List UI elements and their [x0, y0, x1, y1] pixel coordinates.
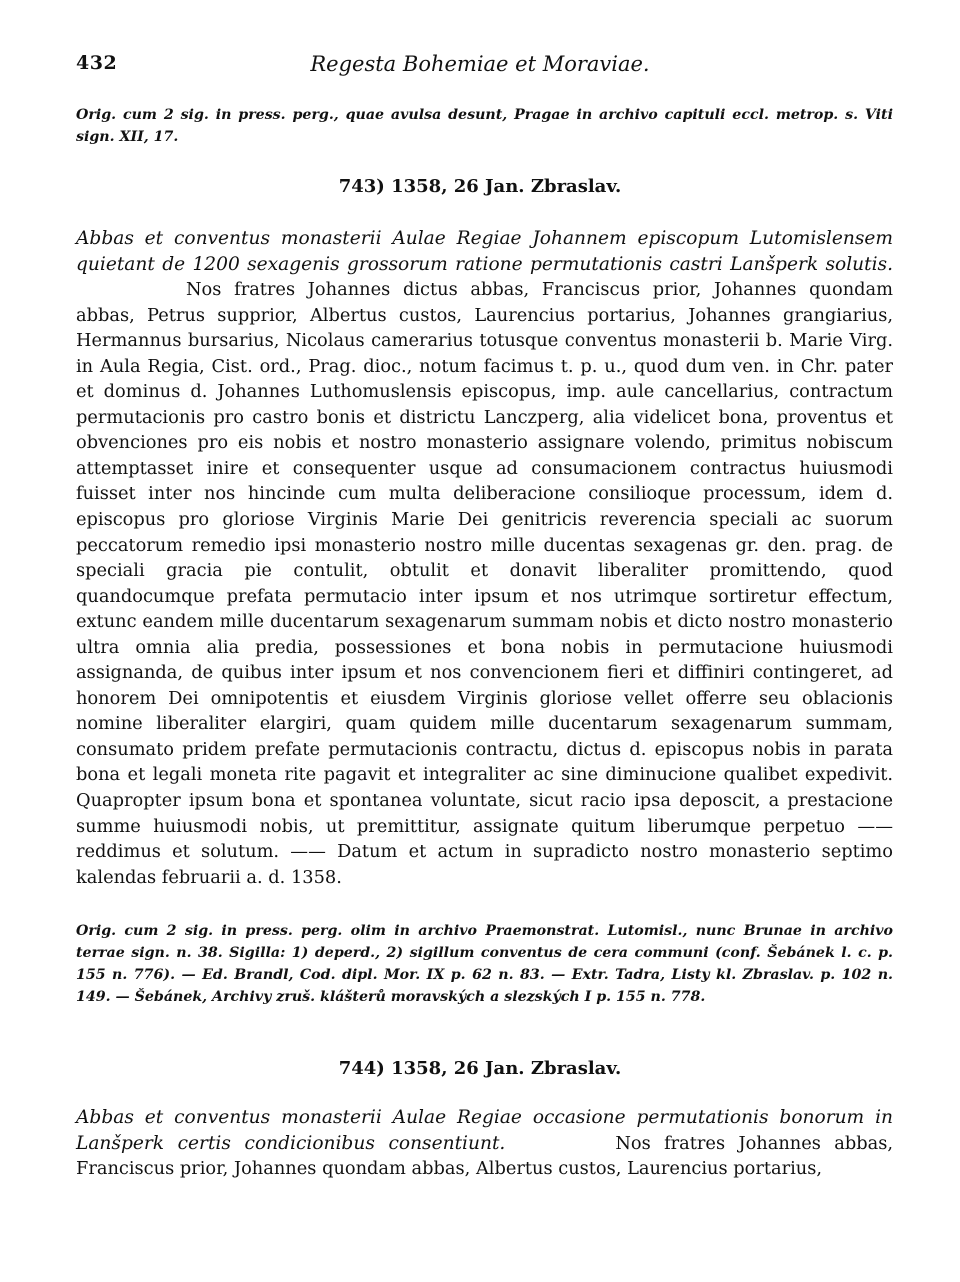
entry-743-body: [76, 226, 893, 890]
source-note-top: Orig. cum 2 sig. in press. perg., quae avulsa desunt, Pragae in archivo capituli eccl. metrop. s. Viti sign. XII, 17.: [76, 107, 893, 145]
entry-743-summary: Abbas et conventus monasterii Aulae Regiae Johannem episcopum Lutomislensem quietant de 1200 sexagenis grossorum ratione permutationis castri Lanšperk solutis.: [76, 228, 893, 275]
entry-744-heading: 744) 1358, 26 Jan. Zbraslav.: [338, 1058, 622, 1079]
entry-744-body: [76, 1105, 893, 1182]
entry-743-text: Nos fratres Johannes dictus abbas, Franciscus prior, Johannes quondam abbas, Petrus supprior, Albertus custos, Laurencius portarius, Johannes grangiarius, Hermannus bursarius, Nicolaus camerarius totusque conventus monasterii b. Marie Virg. in Aula Regia, Cist. ord., Prag. dioc., notum facimus t. p. u., quod dum ven. in Chr. pater et dominus d. Johannes Luthomuslensis episcopus, imp. aule cancellarius, contractum permutacionis pro castro bonis et districtu Lanczperg, alia videlicet bona, proventus et obvenciones pro eis nobis et nostro monasterio assignare volendo, primitus nobiscum attemptasset inire et consequenter usque ad consumacionem contractus huiusmodi fuisset inter nos hincinde cum multa deliberacione consilioque processum, idem d. episcopus pro gloriose Virginis Marie Dei genitricis reverencia speciali ac suorum peccatorum remedio ipsi monasterio nostro mille ducentas sexagenas gr. den. prag. de speciali gracia pie contulit, obtulit et donavit liberaliter promittendo, quod quandocumque prefata permutacio inter ipsum et nos utrimque sortiretur effectum, extunc eandem mille ducentarum sexagenarum summam nobis et dicto nostro monasterio ultra omnia alia predia, possessiones et bona nobis in permutacione huiusmodi assignanda, de quibus inter ipsum et nos convencionem fieri et diffiniri contingeret, ad honorem Dei omnipotentis et eiusdem Virginis gloriose vellet offerre seu oblacionis nomine liberaliter elargiri, quam quidem mille ducentarum sexagenarum summam, consumato pridem prefate permutacionis contractu, dictus d. episcopus nobis in parata bona et legali moneta rite pagavit et integraliter ac sine diminucione qualibet expedivit. Quapropter ipsum bona et spontanea voluntate, sicut racio ipsa deposcit, a prestacione summe huiusmodi nobis, ut premittitur, assignate quitum liberumque perpetuo —— reddimus et solutum. —— Datum et actum in supradicto nostro monasterio septimo kalendas februarii a. d. 1358.: [76, 279, 893, 888]
page-number: 432: [76, 52, 118, 74]
running-title: Regesta Bohemiae et Moraviae.: [310, 52, 650, 76]
entry-743-heading: 743) 1358, 26 Jan. Zbraslav.: [338, 176, 622, 197]
entry-743-source-note: Orig. cum 2 sig. in press. perg. olim in archivo Praemonstrat. Lutomisl., nunc Brunae in archivo terrae sign. n. 38. Sigilla: 1) deperd., 2) sigillum conventus de cera communi (conf. Šebánek l. c. p. 155 n. 776). — Ed. Brandl, Cod. dipl. Mor. IX p. 62 n. 83. — Extr. Tadra, Listy kl. Zbraslav. p. 102 n. 149. — Šebánek, Archivy zruš. klášterů moravských a slezských I p. 155 n. 778.: [76, 923, 893, 1005]
entry-744-summary: Abbas et conventus monasterii Aulae Regiae occasione permutationis bonorum in Lanšperk certis condicionibus consentiunt.: [76, 1107, 893, 1154]
entry-744-text: Nos fratres Johannes abbas, Franciscus prior, Johannes quondam abbas, Albertus custos, Laurencius portarius,: [76, 1132, 893, 1180]
